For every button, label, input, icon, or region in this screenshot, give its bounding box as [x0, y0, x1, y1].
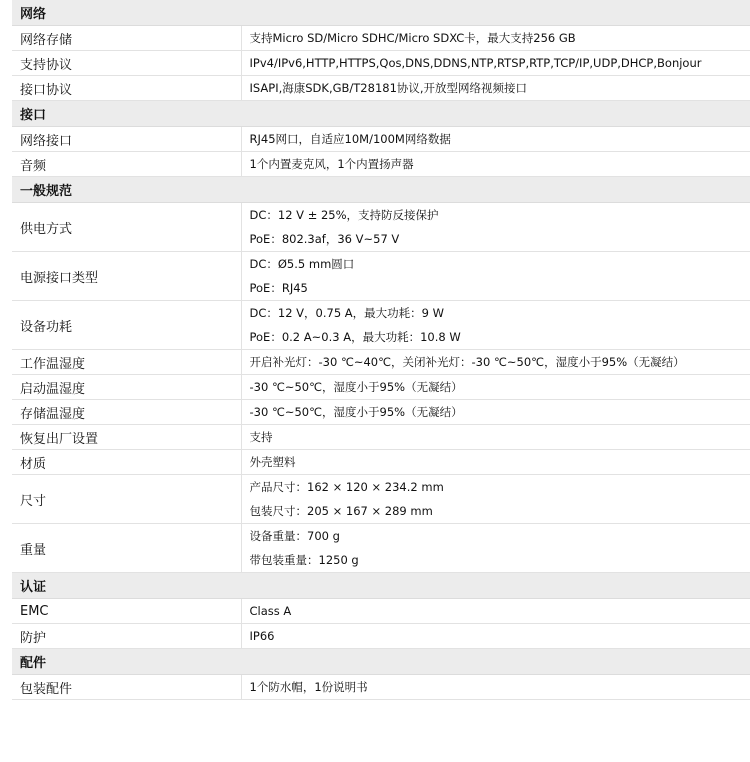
spec-row-power-consumption	[12, 301, 750, 350]
spec-value	[241, 252, 750, 301]
spec-value: RJ45网口，自适应10M/100M网络数据	[241, 127, 750, 152]
spec-row-package-accessories	[12, 675, 750, 700]
spec-value: IPv4/IPv6,HTTP,HTTPS,Qos,DNS,DDNS,NTP,RTSP,RTP,TCP/IP,UDP,DHCP,Bonjour	[241, 51, 750, 76]
spec-value	[241, 524, 750, 573]
spec-label: 尺寸	[12, 475, 241, 524]
spec-value	[241, 301, 750, 350]
spec-value: 1个内置麦克风，1个内置扬声器	[241, 152, 750, 177]
spec-table	[12, 0, 750, 700]
spec-row-network-port	[12, 127, 750, 152]
spec-value	[241, 203, 750, 252]
spec-row-emc	[12, 599, 750, 624]
section-interface	[12, 101, 750, 127]
spec-row-interface-protocols	[12, 76, 750, 101]
section-certification	[12, 573, 750, 599]
spec-sheet	[12, 0, 750, 700]
spec-label: 音频	[12, 152, 241, 177]
spec-label: 包装配件	[12, 675, 241, 700]
section-title: 网络	[12, 0, 750, 26]
spec-value: -30 ℃~50℃，湿度小于95%（无凝结）	[241, 375, 750, 400]
spec-label: 存储温湿度	[12, 400, 241, 425]
spec-value-line: 产品尺寸：162 × 120 × 234.2 mm	[249, 480, 444, 494]
spec-label: 支持协议	[12, 51, 241, 76]
spec-label: 网络存储	[12, 26, 241, 51]
spec-label: 启动温湿度	[12, 375, 241, 400]
spec-label: 重量	[12, 524, 241, 573]
spec-label: 恢复出厂设置	[12, 425, 241, 450]
spec-row-protection	[12, 624, 750, 649]
spec-value-line: 包装尺寸：205 × 167 × 289 mm	[249, 504, 433, 518]
spec-row-protocols	[12, 51, 750, 76]
spec-value-line: PoE：0.2 A~0.3 A，最大功耗：10.8 W	[249, 330, 461, 344]
spec-label: 电源接口类型	[12, 252, 241, 301]
spec-row-startup-conditions	[12, 375, 750, 400]
spec-value: ISAPI,海康SDK,GB/T28181协议,开放型网络视频接口	[241, 76, 750, 101]
spec-label: 设备功耗	[12, 301, 241, 350]
spec-value-line: DC：12 V ± 25%，支持防反接保护	[249, 208, 439, 222]
spec-row-storage-conditions	[12, 400, 750, 425]
section-title: 配件	[12, 649, 750, 675]
spec-value	[241, 475, 750, 524]
spec-value: -30 ℃~50℃，湿度小于95%（无凝结）	[241, 400, 750, 425]
section-title: 认证	[12, 573, 750, 599]
spec-row-power-connector	[12, 252, 750, 301]
spec-row-dimensions	[12, 475, 750, 524]
spec-value-line: DC：12 V，0.75 A，最大功耗：9 W	[249, 306, 445, 320]
spec-row-weight	[12, 524, 750, 573]
spec-row-power-supply	[12, 203, 750, 252]
section-title: 一般规范	[12, 177, 750, 203]
section-general	[12, 177, 750, 203]
spec-value: 开启补光灯：-30 ℃~40℃，关闭补光灯：-30 ℃~50℃，湿度小于95%（无凝结）	[241, 350, 750, 375]
spec-row-network-storage	[12, 26, 750, 51]
section-network	[12, 0, 750, 26]
spec-label: 工作温湿度	[12, 350, 241, 375]
spec-label: 网络接口	[12, 127, 241, 152]
spec-value: 支持	[241, 425, 750, 450]
spec-row-operating-conditions	[12, 350, 750, 375]
spec-value: 1个防水帽，1份说明书	[241, 675, 750, 700]
spec-row-factory-reset	[12, 425, 750, 450]
section-title: 接口	[12, 101, 750, 127]
spec-value-line: 带包装重量：1250 g	[249, 553, 359, 567]
spec-label: 供电方式	[12, 203, 241, 252]
spec-value-line: 设备重量：700 g	[249, 529, 340, 543]
spec-label: 防护	[12, 624, 241, 649]
spec-label: 材质	[12, 450, 241, 475]
spec-value-line: DC：Ø5.5 mm圆口	[249, 257, 355, 271]
spec-value: 外壳塑料	[241, 450, 750, 475]
spec-value-line: PoE：802.3af，36 V~57 V	[249, 232, 400, 246]
spec-value: 支持Micro SD/Micro SDHC/Micro SDXC卡，最大支持256 GB	[241, 26, 750, 51]
spec-label: 接口协议	[12, 76, 241, 101]
spec-value-line: PoE：RJ45	[249, 281, 308, 295]
section-accessories	[12, 649, 750, 675]
spec-value: Class A	[241, 599, 750, 624]
spec-label: EMC	[12, 599, 241, 624]
spec-row-audio	[12, 152, 750, 177]
spec-row-material	[12, 450, 750, 475]
spec-value: IP66	[241, 624, 750, 649]
